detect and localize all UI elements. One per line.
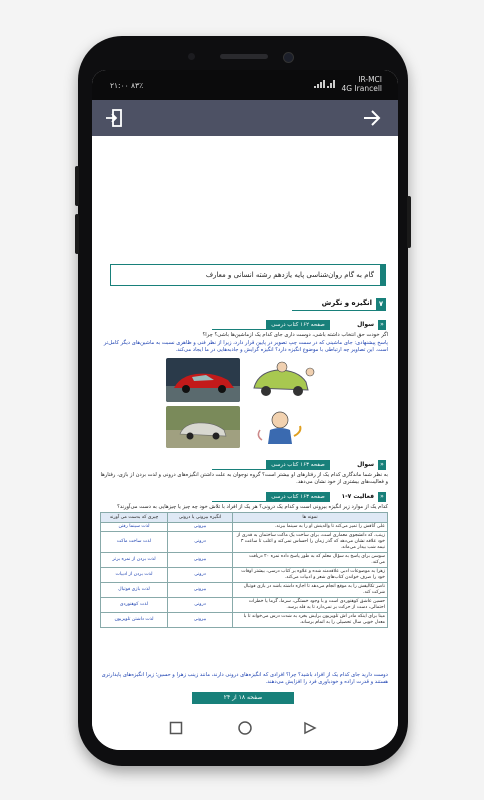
section-heading <box>292 298 386 311</box>
table-cell: حسین عاشق کوهنوردی است و با وجود خستگی، سرما، گرما یا خطرات احتمالی، دست از حرکت بر نمی‌دارد تا به قله برسد. <box>233 598 388 613</box>
question-2-text: به نظر شما ماندگاری کدام یک از رفتارهای او بیشتر است؟ گروه نوجوان به علت داشتن انگیزه‌های درونی و لذت بردن از بازی، رفتارها و فعالیت‌های بیشتری از خود نشان می‌دهد. <box>100 472 388 486</box>
divider <box>212 329 266 330</box>
question-1-answer: پاسخ پیشنهادی: جای ماشینی که در سمت چپ تصویر در پایین قرار دارد، زیرا از نظر فنی و ظاهری نسبت به ماشین‌های دیگر کامل‌تر است. این تصاویر چه ارتباطی با موضوع انگیزه دارد؟ انگیزه گرایش و جاذبه‌هایی در ما ایجاد می‌کند. <box>103 340 388 354</box>
carrier-1: IR-MCI <box>358 75 382 84</box>
column-header: نمونه ها <box>233 513 388 523</box>
column-header: انگیزه بیرونی یا درونی <box>168 513 233 523</box>
clock: ۲۱:۰۰ <box>110 81 129 90</box>
screen <box>92 70 398 750</box>
exit-icon[interactable] <box>102 106 126 130</box>
divider <box>212 469 266 470</box>
table-row <box>101 523 388 532</box>
question-label: سوال <box>357 321 374 328</box>
column-header: چیزی که بدست می آورند <box>101 513 168 523</box>
table-cell: لذت کوهنوردی <box>101 598 168 613</box>
table-cell: لذت داشتن تلویزیون <box>101 613 168 628</box>
table-row <box>101 598 388 613</box>
status-left <box>110 81 143 90</box>
activity-intro: کدام یک از موارد زیر انگیزه بیرونی است و کدام یک درونی؟ هر یک از افراد با تلاش خود چه چیز یا چیزهایی به دست می‌آورند؟ <box>117 504 388 510</box>
table-cell: لذت بردن از ادبیات <box>101 568 168 583</box>
volume-button <box>75 214 79 254</box>
question-page: صفحه ۱۶۳ کتاب درسی <box>266 460 330 470</box>
top-toolbar <box>92 100 398 136</box>
table-cell: ناصر تکالیفش را به موقع انجام می‌دهد تا اجازه داشته باشد در بازی فوتبال شرکت کند. <box>233 583 388 598</box>
question-bar-1 <box>212 320 386 330</box>
arrow-icon: « <box>378 460 386 470</box>
section-number: ۷ <box>376 298 386 310</box>
status-right <box>341 75 382 93</box>
question-1-text: اگر خودت حق انتخاب داشته باشی، دوست داری جای کدام یک ازماشین‌ها باشی؟ چرا؟ <box>202 332 388 338</box>
question-bar-2 <box>212 460 386 470</box>
question-page: صفحه ۱۶۲ کتاب درسی <box>266 320 330 330</box>
sensor <box>188 53 195 60</box>
table-cell: درونی <box>168 568 233 583</box>
divider <box>212 501 266 502</box>
table-cell: لذت بردن از نمره برتر <box>101 553 168 568</box>
table-cell: بیرونی <box>168 523 233 532</box>
signal-icon <box>314 80 336 88</box>
volume-button <box>75 166 79 206</box>
cartoon-car-image <box>244 358 318 402</box>
table-row <box>101 613 388 628</box>
network-type: 4G <box>341 84 353 93</box>
table-cell: بیرونی <box>168 583 233 598</box>
arrow-right-icon[interactable] <box>360 106 384 130</box>
activity-label: فعالیت ۷-۱ <box>341 493 374 500</box>
page-indicator: صفحه ۱۸ از ۲۴ <box>192 692 294 704</box>
table-row <box>101 553 388 568</box>
carrier-2: Irancell <box>354 84 382 93</box>
arrow-icon: « <box>378 320 386 330</box>
doc-title: گام به گام روان‌شناسی پایه یازدهم رشته انسانی و معارف <box>110 264 386 286</box>
table-cell: زینب، که دانشجوی معماری است، برای ساخت یک ماکت ساختمان به قدری از خود علاقه نشان می‌دهد که گذر زمان را احساس نمی‌کند و اغلب تا ساعت ۳ نیمه شب بیدار می‌ماند. <box>233 532 388 553</box>
question-label: سوال <box>357 461 374 468</box>
table-cell: زهرا به موضوعات ادبی علاقه‌مند شده و علاوه بر کتاب درسی، بیشتر اوقات خود را صرف خواندن کتاب‌های شعر و ادبیات می‌کند. <box>233 568 388 583</box>
power-button <box>407 196 411 248</box>
battery-level: ۸۳٪ <box>131 81 144 90</box>
table-cell: علی آتاقش را تمیز می‌کند تا والدینش او را به سینما ببرند. <box>233 523 388 532</box>
document-page <box>92 136 398 706</box>
table-cell: مینا برای اینکه مادر اش تلویزیون برایش بخرد به شدت درس می‌خواند تا با معدل خوبی سال تحصیلی را به اتمام برساند. <box>233 613 388 628</box>
table-cell: لذت سینما رفتن <box>101 523 168 532</box>
table-cell: لذت ساخت ماکت <box>101 532 168 553</box>
old-car-image <box>166 406 240 448</box>
table-header-row <box>101 513 388 523</box>
arrow-icon: « <box>378 492 386 502</box>
table-cell: درونی <box>168 598 233 613</box>
nav-bar <box>92 706 398 750</box>
circle-icon[interactable] <box>233 716 257 740</box>
table-row <box>101 532 388 553</box>
square-icon[interactable] <box>164 716 188 740</box>
cartoon-character-image <box>244 406 318 448</box>
table-row <box>101 568 388 583</box>
front-camera <box>283 52 294 63</box>
table-cell: بیرونی <box>168 613 233 628</box>
table-cell: لذت بازی فوتبال <box>101 583 168 598</box>
earpiece-speaker <box>220 54 268 59</box>
table-cell: درونی <box>168 532 233 553</box>
activity-table <box>100 512 388 628</box>
triangle-back-icon[interactable] <box>298 716 322 740</box>
activity-page: صفحه ۱۶۳ کتاب درسی <box>266 492 330 502</box>
table-row <box>101 583 388 598</box>
red-car-image <box>166 358 240 402</box>
table-cell: سوسن برای پاسخ به سؤال معلم که به طور پاسخ داده نمره ۲۰ دریافت می‌کند. <box>233 553 388 568</box>
table-cell: بیرونی <box>168 553 233 568</box>
section-title: انگیزه و نگرش <box>321 299 372 307</box>
status-bar <box>92 70 398 100</box>
activity-bar <box>212 492 386 502</box>
closing-text: دوست دارید جای کدام یک از افراد باشید؟ چرا؟ افرادی که انگیزه‌های درونی دارند، مانند زینب زهرا و حسین؛ زیرا انگیزه‌های پایدارتری هستند و قدرت اراده و خودباوری فرد را افزایش می‌دهند. <box>101 672 388 686</box>
